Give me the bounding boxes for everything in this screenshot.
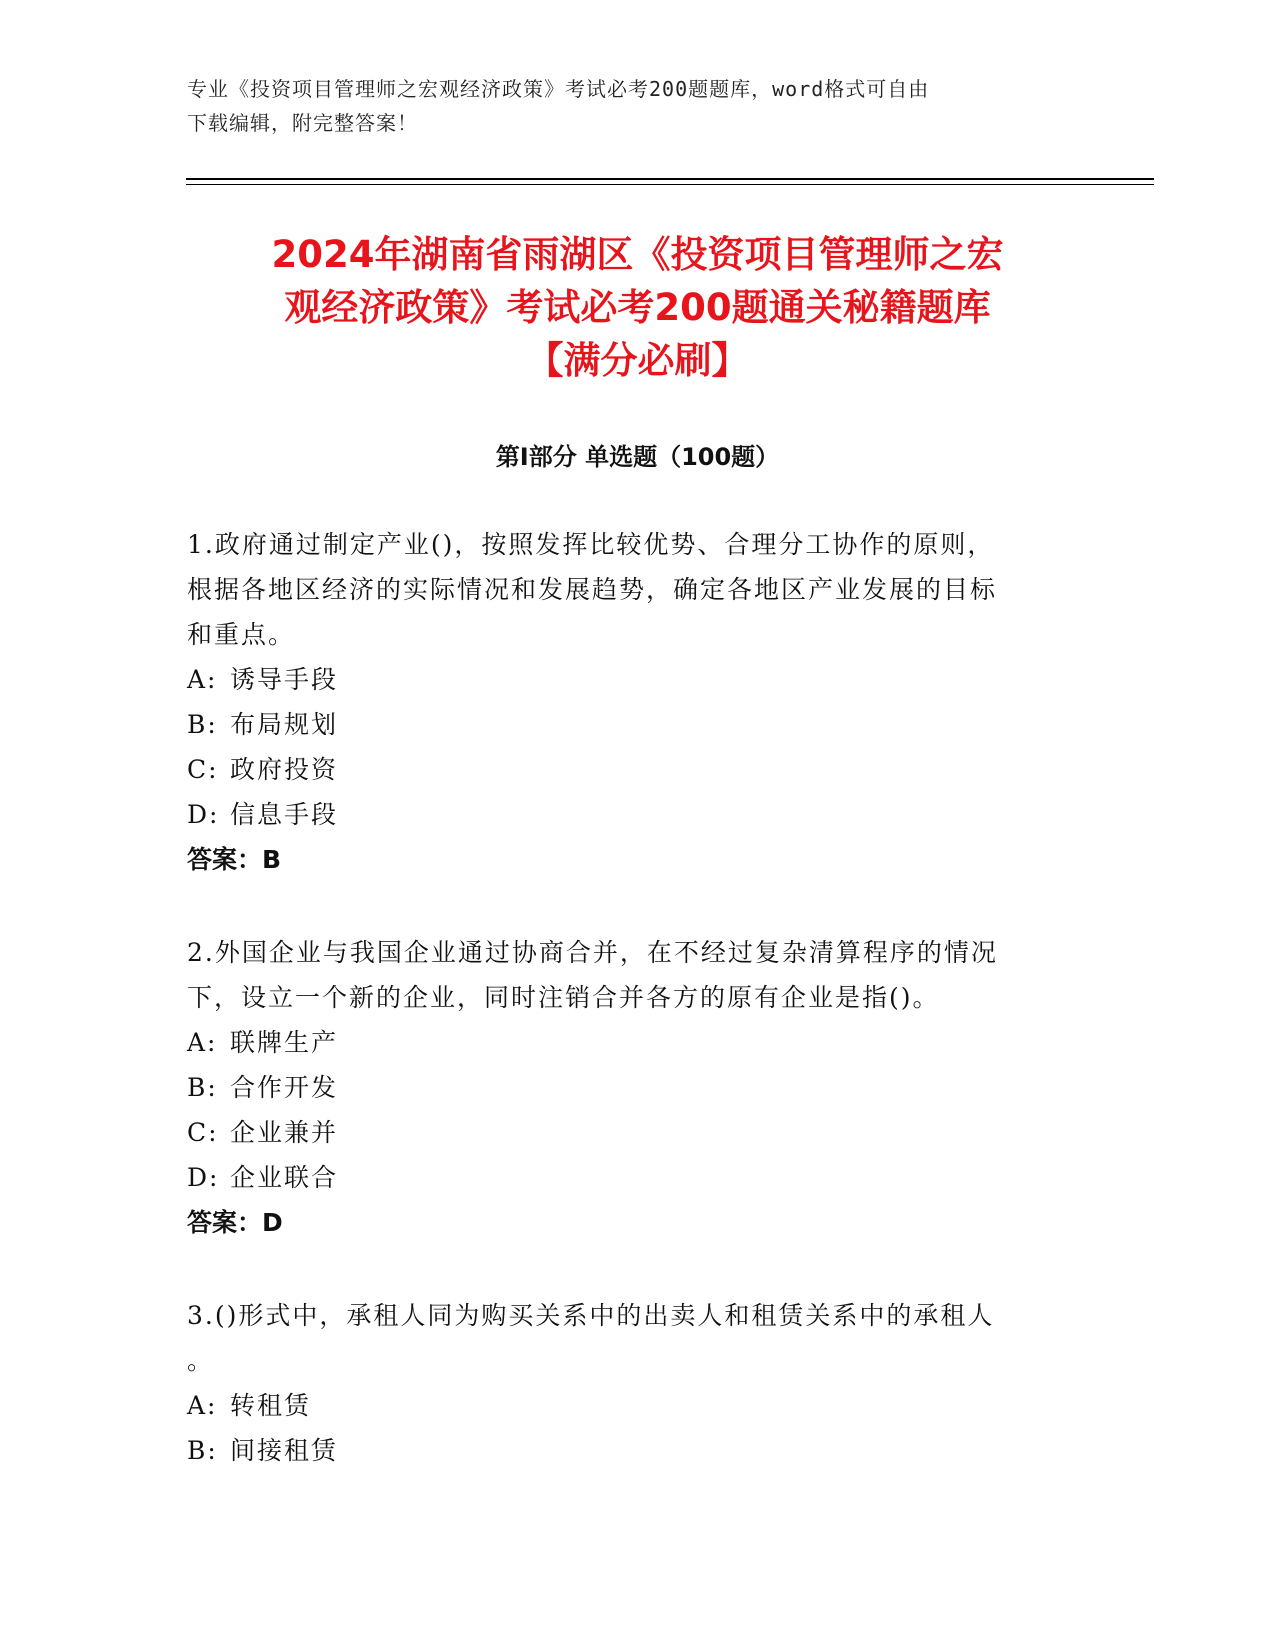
option-d bbox=[187, 1155, 1067, 1200]
question-stem-line: 3.()形式中，承租人同为购买关系中的出卖人和租赁关系中的承租人 bbox=[187, 1301, 995, 1330]
option-text: 信息手段 bbox=[230, 800, 339, 829]
option-text: 企业兼并 bbox=[230, 1118, 339, 1147]
answer-key: 答案：B bbox=[187, 845, 282, 874]
option-a bbox=[187, 1020, 1067, 1065]
question-stem bbox=[187, 930, 1067, 1020]
option-text: 政府投资 bbox=[230, 755, 339, 784]
question-item bbox=[187, 1293, 1067, 1473]
option-c bbox=[187, 747, 1067, 792]
header-divider-thick bbox=[186, 178, 1154, 180]
option-b bbox=[187, 1065, 1067, 1110]
option-letter: B: bbox=[187, 1436, 218, 1465]
document-title-line: 2024年湖南省雨湖区《投资项目管理师之宏 bbox=[271, 233, 1004, 276]
section-title: 第Ⅰ部分 单选题（100题） bbox=[495, 443, 780, 471]
option-text: 转租赁 bbox=[230, 1391, 312, 1420]
option-letter: A: bbox=[187, 1391, 218, 1420]
option-letter: C: bbox=[187, 1118, 219, 1147]
option-letter: D: bbox=[187, 800, 220, 829]
option-text: 联牌生产 bbox=[230, 1028, 339, 1057]
header-note bbox=[187, 72, 1067, 140]
question-stem bbox=[187, 522, 1067, 657]
header-note-line: 专业《投资项目管理师之宏观经济政策》考试必考200题题库，word格式可自由 bbox=[187, 77, 930, 101]
option-b bbox=[187, 1428, 1067, 1473]
document-title-line: 观经济政策》考试必考200题通关秘籍题库 bbox=[284, 286, 991, 329]
question-stem-line: 下，设立一个新的企业，同时注销合并各方的原有企业是指()。 bbox=[187, 983, 940, 1012]
option-a bbox=[187, 1383, 1067, 1428]
question-item bbox=[187, 930, 1067, 1245]
option-b bbox=[187, 702, 1067, 747]
option-text: 布局规划 bbox=[230, 710, 339, 739]
document-title bbox=[150, 228, 1125, 387]
question-stem-line: 根据各地区经济的实际情况和发展趋势，确定各地区产业发展的目标 bbox=[187, 575, 998, 604]
option-text: 企业联合 bbox=[230, 1163, 339, 1192]
question-stem-line: 和重点。 bbox=[187, 620, 296, 649]
header-note-line: 下载编辑，附完整答案！ bbox=[187, 111, 418, 135]
option-c bbox=[187, 1110, 1067, 1155]
option-letter: B: bbox=[187, 1073, 218, 1102]
option-letter: C: bbox=[187, 755, 219, 784]
question-stem-line: 1.政府通过制定产业()，按照发挥比较优势、合理分工协作的原则， bbox=[187, 530, 995, 559]
question-stem bbox=[187, 1293, 1067, 1383]
option-letter: B: bbox=[187, 710, 218, 739]
option-letter: A: bbox=[187, 665, 218, 694]
option-text: 合作开发 bbox=[230, 1073, 339, 1102]
question-item bbox=[187, 522, 1067, 882]
option-letter: D: bbox=[187, 1163, 220, 1192]
option-a bbox=[187, 657, 1067, 702]
option-text: 间接租赁 bbox=[230, 1436, 339, 1465]
question-stem-line: 。 bbox=[187, 1346, 215, 1375]
option-text: 诱导手段 bbox=[230, 665, 339, 694]
option-d bbox=[187, 792, 1067, 837]
answer-key: 答案：D bbox=[187, 1208, 283, 1237]
document-title-line: 【满分必刷】 bbox=[526, 339, 749, 382]
question-stem-line: 2.外国企业与我国企业通过协商合并，在不经过复杂清算程序的情况 bbox=[187, 938, 998, 967]
option-letter: A: bbox=[187, 1028, 218, 1057]
header-divider-thin bbox=[186, 184, 1154, 185]
